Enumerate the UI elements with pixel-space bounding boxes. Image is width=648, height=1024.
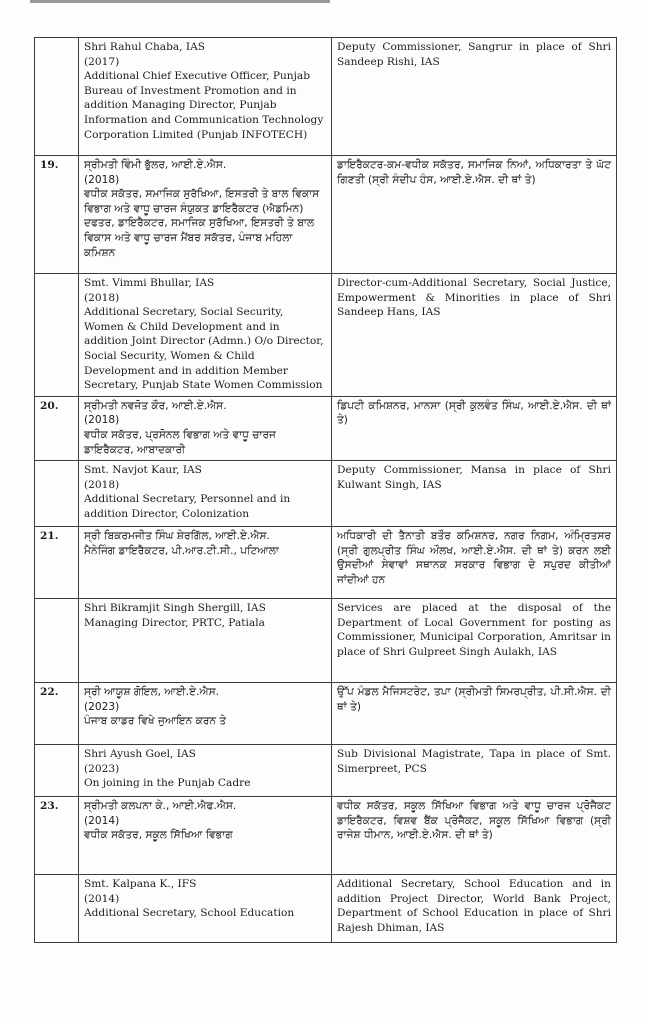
officer-current-post: ਵਧੀਕ ਸਕੱਤਰ, ਸਮਾਜਿਕ ਸੁਰੱਖਿਆ, ਇਸਤਰੀ ਤੇ ਬਾਲ ਵਿਕਾਸ ਵਿਭਾਗ ਅਤੇ ਵਾਧੂ ਚਾਰਜ ਸੰਯੁਕਤ ਡਾਇਰੈਕਟਰ (ਐਡਮਿਨ) ਦਫਤਰ, ਡਾਇਰੈਕਟਰ, ਸਮਾਜਿਕ ਸੁਰੱਖਿਆ, ਇਸਤਰੀ ਤੇ ਬਾਲ ਵਿਕਾਸ ਅਤੇ ਵਾਧੂ ਚਾਰਜ ਮੈਂਬਰ ਸਕੱਤਰ, ਪੰਜਾਬ ਮਹਿਲਾ ਕਮਿਸ਼ਨ xyxy=(84,188,320,259)
officer-name: ਸ੍ਰੀਮਤੀ ਕਲਪਨਾ ਕੇ., ਆਈ.ਐਫ.ਐਸ. xyxy=(84,800,237,813)
officer-batch: (2018) xyxy=(84,478,120,491)
officer-batch: (2018) xyxy=(84,173,120,186)
table-row xyxy=(35,745,617,797)
officer-current-post: Additional Secretary, School Education xyxy=(84,907,295,920)
serial-number: 22. xyxy=(35,683,79,745)
officer-current-post: Managing Director, PRTC, Patiala xyxy=(84,616,265,629)
officer-cell xyxy=(79,797,332,875)
new-posting-cell: ਉੱਪ ਮੰਡਲ ਮੈਜਿਸਟਰੇਟ, ਤਪਾ (ਸ੍ਰੀਮਤੀ ਸਿਮਰਪ੍ਰੀਤ, ਪੀ.ਸੀ.ਐਸ. ਦੀ ਥਾਂ ਤੇ) xyxy=(332,683,617,745)
table-row xyxy=(35,683,617,745)
serial-number xyxy=(35,38,79,156)
new-posting-cell: ਅਧਿਕਾਰੀ ਦੀ ਤੈਨਾਤੀ ਬਤੌਰ ਕਮਿਸ਼ਨਰ, ਨਗਰ ਨਿਗਮ, ਅੰਮ੍ਰਿਤਸਰ (ਸ੍ਰੀ ਗੁਲਪ੍ਰੀਤ ਸਿੰਘ ਔਲਖ, ਆਈ.ਏ.ਐਸ. ਦੀ ਥਾਂ ਤੇ) ਕਰਨ ਲਈ ਉਸਦੀਆਂ ਸੇਵਾਵਾਂ ਸਥਾਨਕ ਸਰਕਾਰ ਵਿਭਾਗ ਦੇ ਸਪੁਰਦ ਕੀਤੀਆਂ ਜਾਂਦੀਆਂ ਹਨ xyxy=(332,527,617,599)
table-row xyxy=(35,396,617,460)
officer-current-post: Additional Secretary, Personnel and in addition Director, Colonization xyxy=(84,493,291,520)
officer-batch: (2014) xyxy=(84,892,120,905)
table-row xyxy=(35,461,617,527)
officer-batch: (2018) xyxy=(84,291,120,304)
new-posting-cell: ਡਾਇਰੈਕਟਰ-ਕਮ-ਵਧੀਕ ਸਕੱਤਰ, ਸਮਾਜਿਕ ਨਿਆਂ, ਅਧਿਕਾਰਤਾ ਤੇ ਘੱਟ ਗਿਣਤੀ (ਸ੍ਰੀ ਸੰਦੀਪ ਹੰਸ, ਆਈ.ਏ.ਐਸ. ਦੀ ਥਾਂ ਤੇ) xyxy=(332,156,617,274)
table-row xyxy=(35,274,617,397)
serial-number xyxy=(35,461,79,527)
serial-number: 20. xyxy=(35,396,79,460)
serial-number xyxy=(35,875,79,943)
officer-cell xyxy=(79,38,332,156)
table-row xyxy=(35,599,617,683)
table-row xyxy=(35,797,617,875)
officer-current-post: ਪੰਜਾਬ ਕਾਡਰ ਵਿਖੇ ਜੁਆਇਨ ਕਰਨ ਤੇ xyxy=(84,715,227,728)
officer-name: Smt. Vimmi Bhullar, IAS xyxy=(84,277,215,289)
officer-current-post: ਮੈਨੇਜਿੰਗ ਡਾਇਰੈਕਟਰ, ਪੀ.ਆਰ.ਟੀ.ਸੀ., ਪਟਿਆਲਾ xyxy=(84,544,279,557)
officer-name: ਸ੍ਰੀਮਤੀ ਵਿੰਮੀ ਭੁੱਲਰ, ਆਈ.ਏ.ਐਸ. xyxy=(84,159,227,171)
table-row xyxy=(35,38,617,156)
officer-name: Shri Ayush Goel, IAS xyxy=(84,748,196,761)
table-row xyxy=(35,527,617,599)
new-posting-cell: Services are placed at the disposal of the Department of Local Government for posting as Commissioner, Municipal Corporation, Amritsar in place of Shri Gulpreet Singh Aulakh, IAS xyxy=(332,599,617,683)
table-row xyxy=(35,875,617,943)
new-posting-cell: Sub Divisional Magistrate, Tapa in place of Smt. Simerpreet, PCS xyxy=(332,745,617,797)
officer-batch: (2018) xyxy=(84,414,120,427)
officer-name: Smt. Navjot Kaur, IAS xyxy=(84,464,202,477)
table-row xyxy=(35,156,617,274)
serial-number: 21. xyxy=(35,527,79,599)
serial-number xyxy=(35,274,79,397)
officer-name: ਸ੍ਰੀਮਤੀ ਨਵਜੋਤ ਕੌਰ, ਆਈ.ਏ.ਐਸ. xyxy=(84,399,227,412)
officer-current-post: Additional Secretary, Social Security, Women & Child Development and in addition Joint Director (Admn.) O/o Director, Social Security, Women & Child Development and in addition Member Secretary, Punjab State Women Commission xyxy=(84,306,324,392)
officer-current-post: ਵਧੀਕ ਸਕੱਤਰ, ਸਕੂਲ ਸਿੱਖਿਆ ਵਿਭਾਗ xyxy=(84,829,233,842)
officer-batch: (2023) xyxy=(84,700,120,713)
officer-name: Shri Bikramjit Singh Shergill, IAS xyxy=(84,602,266,615)
officer-cell xyxy=(79,274,332,397)
officer-current-post: On joining in the Punjab Cadre xyxy=(84,777,251,790)
new-posting-cell: Director-cum-Additional Secretary, Social Justice, Empowerment & Minorities in place of Shri Sandeep Hans, IAS xyxy=(332,274,617,397)
officer-cell xyxy=(79,745,332,797)
new-posting-cell: Deputy Commissioner, Mansa in place of Shri Kulwant Singh, IAS xyxy=(332,461,617,527)
officer-batch: (2023) xyxy=(84,762,120,775)
serial-number xyxy=(35,599,79,683)
officer-cell xyxy=(79,156,332,274)
new-posting-cell: ਡਿਪਟੀ ਕਮਿਸ਼ਨਰ, ਮਾਨਸਾ (ਸ੍ਰੀ ਕੁਲਵੰਤ ਸਿੰਘ, ਆਈ.ਏ.ਐਸ. ਦੀ ਥਾਂ ਤੇ) xyxy=(332,396,617,460)
serial-number xyxy=(35,745,79,797)
page-top-edge xyxy=(30,0,330,3)
officer-cell xyxy=(79,527,332,599)
officer-name: Shri Rahul Chaba, IAS xyxy=(84,41,206,53)
officer-cell xyxy=(79,599,332,683)
officer-cell xyxy=(79,396,332,460)
new-posting-cell: Additional Secretary, School Education and in addition Project Director, World Bank Project, Department of School Education in place of Shri Rajesh Dhiman, IAS xyxy=(332,875,617,943)
new-posting-cell: Deputy Commissioner, Sangrur in place of Shri Sandeep Rishi, IAS xyxy=(332,38,617,156)
new-posting-cell: ਵਧੀਕ ਸਕੱਤਰ, ਸਕੂਲ ਸਿੱਖਿਆ ਵਿਭਾਗ ਅਤੇ ਵਾਧੂ ਚਾਰਜ ਪ੍ਰੋਜੈਕਟ ਡਾਇਰੈਕਟਰ, ਵਿਸ਼ਵ ਬੈਂਕ ਪ੍ਰੋਜੈਕਟ, ਸਕੂਲ ਸਿੱਖਿਆ ਵਿਭਾਗ (ਸ੍ਰੀ ਰਾਜੇਸ਼ ਧੀਮਾਨ, ਆਈ.ਏ.ਐਸ. ਦੀ ਥਾਂ ਤੇ) xyxy=(332,797,617,875)
officer-cell xyxy=(79,875,332,943)
officer-batch: (2017) xyxy=(84,55,120,68)
officer-name: ਸ੍ਰੀ ਆਯੂਸ਼ ਗੋਇਲ, ਆਈ.ਏ.ਐਸ. xyxy=(84,686,220,699)
officer-cell xyxy=(79,683,332,745)
officer-name: ਸ੍ਰੀ ਬਿਕਰਮਜੀਤ ਸਿੰਘ ਸ਼ੇਰਗਿੱਲ, ਆਈ.ਏ.ਐਸ. xyxy=(84,530,270,543)
officer-current-post: ਵਧੀਕ ਸਕੱਤਰ, ਪ੍ਰਸੋਨਲ ਵਿਭਾਗ ਅਤੇ ਵਾਧੂ ਚਾਰਜ ਡਾਇਰੈਕਟਰ, ਆਬਾਦਕਾਰੀ xyxy=(84,428,276,456)
officer-name: Smt. Kalpana K., IFS xyxy=(84,878,197,891)
transfer-orders-table xyxy=(34,37,617,943)
officer-current-post: Additional Chief Executive Officer, Punjab Bureau of Investment Promotion and in addition Managing Director, Punjab Information and Communication Technology Corporation Limited (Punjab INFOTECH) xyxy=(84,70,324,141)
serial-number: 23. xyxy=(35,797,79,875)
officer-batch: (2014) xyxy=(84,814,120,827)
officer-cell xyxy=(79,461,332,527)
serial-number: 19. xyxy=(35,156,79,274)
